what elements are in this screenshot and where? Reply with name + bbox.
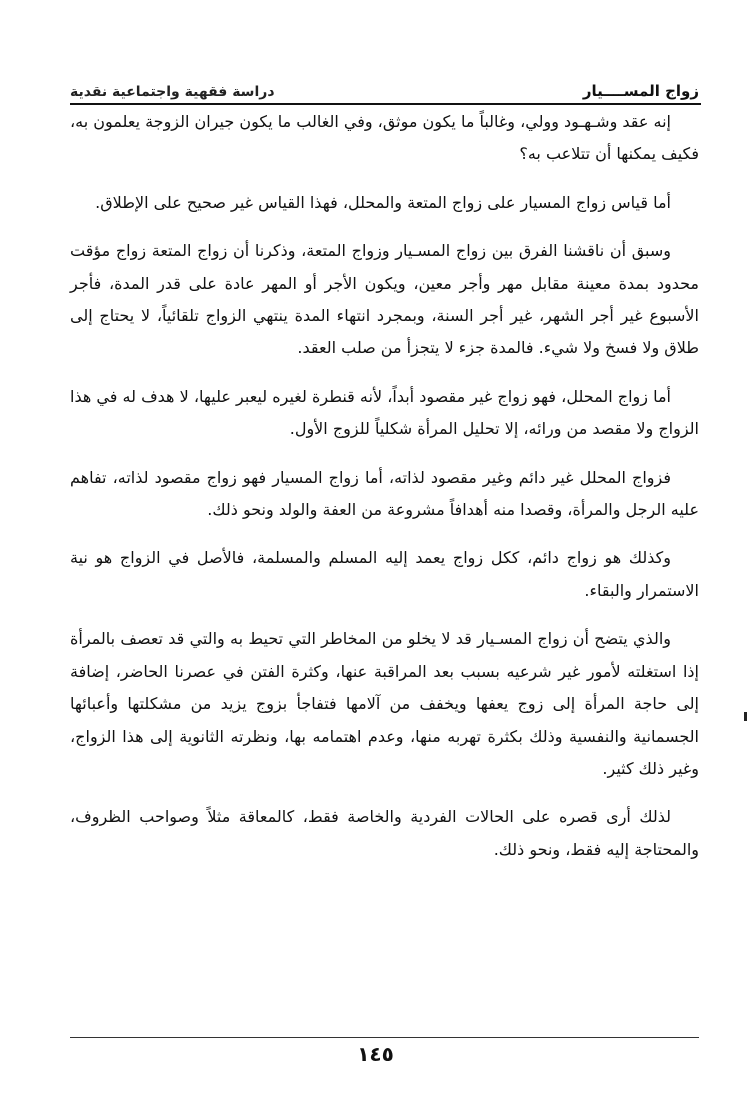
header-book-title: زواج المســــيار xyxy=(582,82,699,100)
paragraph: أما زواج المحلل، فهو زواج غير مقصود أبداً، لأنه قنطرة لغيره ليعبر عليها، لا هدف له في هذا الزواج ولا مقصد من ورائه، إلا تحليل المرأة شكلياً للزوج الأول. xyxy=(70,386,699,439)
paragraph: إنه عقد وشـهـود وولي، وغالباً ما يكون موثق، وفي الغالب ما يكون جيران الزوجة يعلمون به، فكيف يمكنها أن تتلاعب به؟ xyxy=(70,112,699,164)
header-divider xyxy=(70,103,701,105)
paragraph: لذلك أرى قصره على الحالات الفردية والخاصة فقط، كالمعاقة مثلاً وصواحب الظروف، والمحتاجة إليه فقط، ونحو ذلك. xyxy=(70,807,699,859)
paragraph: فزواج المحلل غير دائم وغير مقصود لذاته، أما زواج المسيار فهو زواج مقصود لذاته، تفاهم عليه الرجل والمرأة، وقصدا منه أهدافاً مشروعة من العفة والولد ونحو ذلك. xyxy=(70,467,699,520)
header-subtitle: دراسة فقهية واجتماعية نقدية xyxy=(70,84,275,100)
running-header xyxy=(70,74,699,100)
scan-edge-mark xyxy=(744,712,747,721)
paragraph: أما قياس زواج المسيار على زواج المتعة والمحلل، فهذا القياس غير صحيح على الإطلاق. xyxy=(95,192,671,212)
paragraph: وسبق أن ناقشنا الفرق بين زواج المسـيار وزواج المتعة، وذكرنا أن زواج المتعة زواج مؤقت محدود بمدة معينة مقابل مهر وأجر معين، ويكون الأجر أو المهر عادة على قدر المدة، فأجر الأسبوع غير أجر الشهر، غير أجر السنة، وبمجرد انتهاء المدة ينتهي الزواج تلقائياً، لا يحتاج إلى طلاق ولا فسخ ولا شيء. فالمدة جزء لا يتجزأ من صلب العقد. xyxy=(70,241,699,358)
paragraph: والذي يتضح أن زواج المسـيار قد لا يخلو من المخاطر التي تحيط به والتي قد تعصف بالمرأة إذا استغلته لأمور غير شرعيه بسبب بعد المراقبة عنها، وكثرة الفتن في عصرنا الحاضر، إضافة إلى حاجة المرأة إلى زوج يعفها ويخفف من آلامها فتفاجأ بزوج يزيد من مشكلتها وأعبائها الجسمانية والنفسية وذلك بكثرة تهربه منها، وعدم اهتمامه بها، ونظرته الثانوية إلى هذا الزواج، وغير ذلك كثير. xyxy=(70,629,699,778)
body-text xyxy=(70,106,699,882)
footer-divider xyxy=(70,1037,699,1038)
paragraph: وكذلك هو زواج دائم، ككل زواج يعمد إليه المسلم والمسلمة، فالأصل في الزواج هو نية الاستمرار والبقاء. xyxy=(70,548,699,600)
page-number: ١٤٥ xyxy=(357,1042,394,1066)
